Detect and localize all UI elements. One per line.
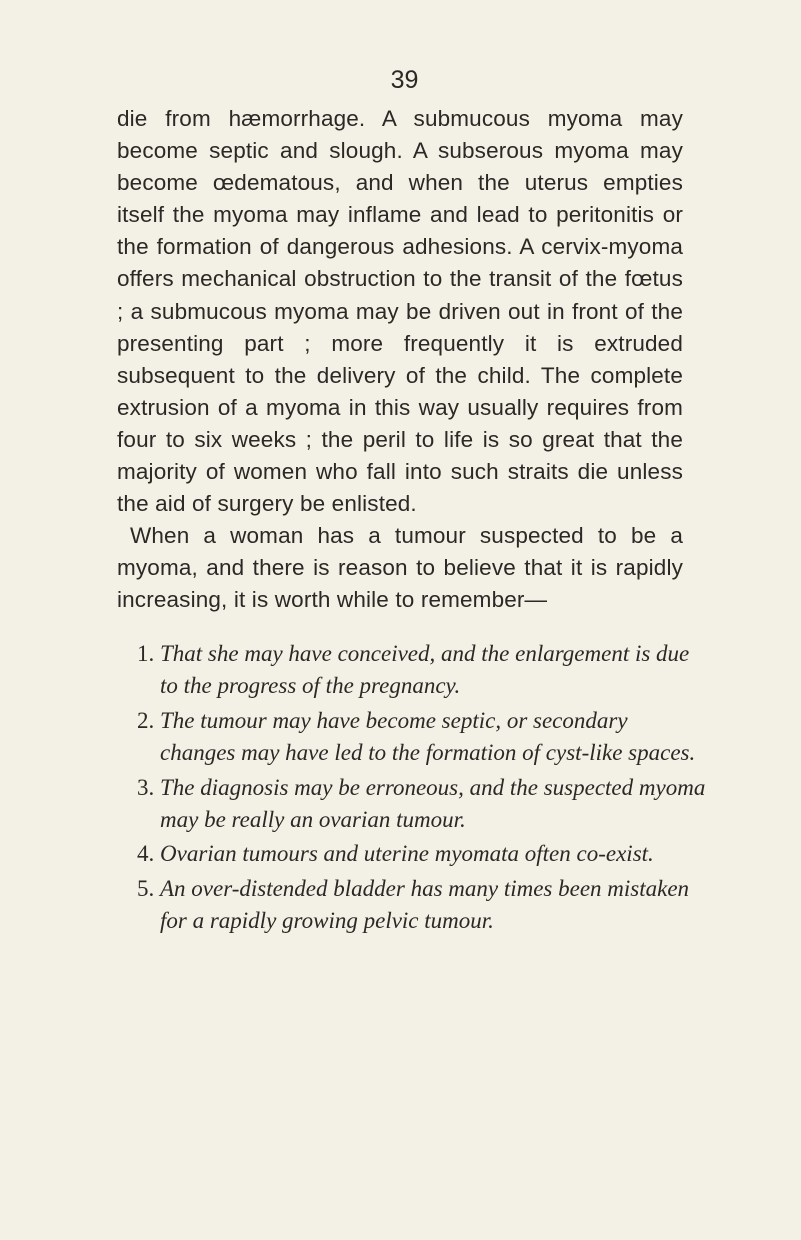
list-item-text: The tumour may have become septic, or secondary changes may have led to the formation of cyst-like spaces.: [160, 707, 696, 766]
numbered-list: [117, 638, 707, 940]
page-number: [0, 66, 801, 95]
list-item: [117, 772, 707, 837]
list-item-number: 4.: [137, 841, 155, 867]
list-item-text: An over-distended bladder has many times been mistaken for a rapidly growing pelvic tumour.: [160, 875, 690, 934]
list-item-number: 2.: [137, 707, 155, 733]
list-item-number: 3.: [137, 774, 155, 800]
list-item-text: Ovarian tumours and uterine myomata often co-exist.: [160, 841, 654, 867]
list-item: [117, 705, 707, 770]
list-item: [117, 638, 707, 703]
list-item-text: That she may have conceived, and the enlargement is due to the progress of the pregnancy.: [160, 641, 690, 699]
page-number-text: 39: [390, 66, 419, 94]
list-item-number: 5.: [137, 875, 155, 901]
body-text: [117, 103, 683, 617]
list-item-text: The diagnosis may be erroneous, and the suspected myoma may be really an ovarian tumour.: [160, 774, 706, 833]
list-item: [117, 873, 707, 938]
paragraph-2: When a woman has a tumour suspected to be a myoma, and there is reason to believe that it is rapidly increasing, it is worth while to remember—: [117, 523, 683, 613]
list-item: [117, 838, 707, 870]
paragraph-1: die from hæmorrhage. A submucous myoma may become septic and slough. A subserous myoma may become œdematous, and when the uterus empties itself the myoma may inflame and lead to peritonitis or the formation of dangerous adhesions. A cervix-myoma offers mechanical obstruction to the transit of the fœtus ; a submucous myoma may be driven out in front of the presenting part ; more frequently it is extruded subsequent to the delivery of the child. The complete extrusion of a myoma in this way usually requires from four to six weeks ; the peril to life is so great that the majority of women who fall into such straits die unless the aid of surgery be enlisted.: [117, 106, 683, 517]
list-item-number: 1.: [137, 641, 155, 666]
